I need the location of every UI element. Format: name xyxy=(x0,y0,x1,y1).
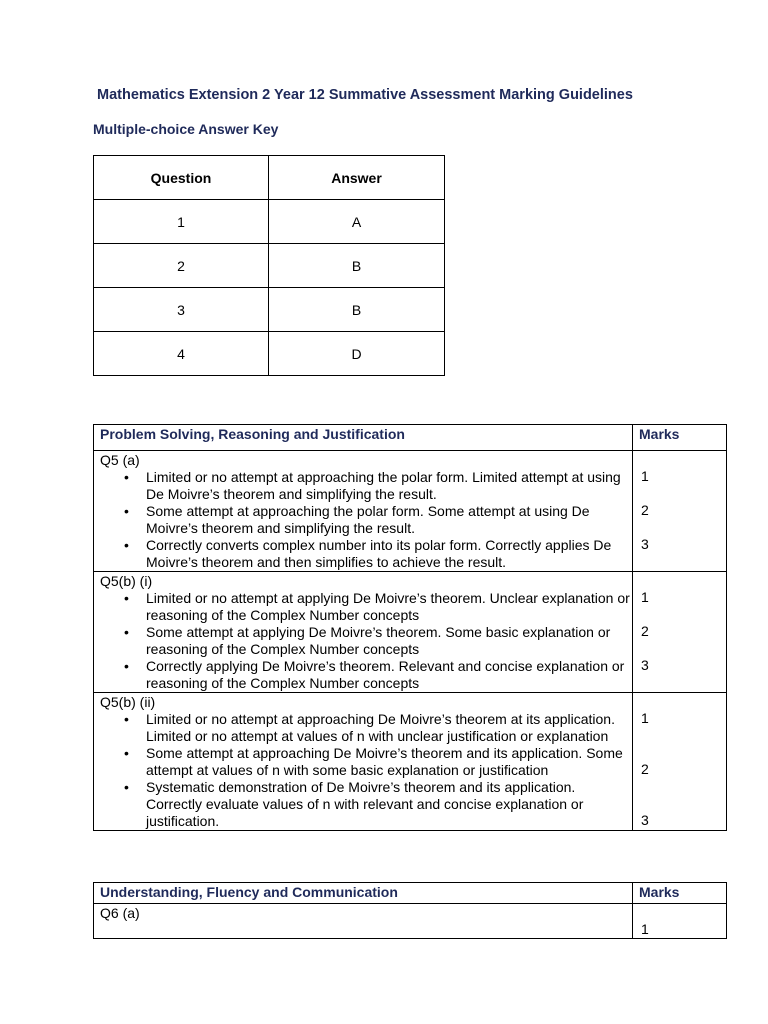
rubric-heading: Problem Solving, Reasoning and Justification xyxy=(94,425,633,451)
criterion-item: • Correctly applying De Moivre’s theorem. Relevant and concise explanation or reasoning of the Complex Number concepts xyxy=(124,658,632,692)
marks-cell xyxy=(633,904,727,939)
question-cell: 1 xyxy=(94,200,269,244)
mark-value: 3 xyxy=(641,657,649,673)
rubric-table-understanding xyxy=(93,882,727,939)
rubric-heading: Understanding, Fluency and Communication xyxy=(94,883,633,904)
question-cell: 2 xyxy=(94,244,269,288)
criterion-item: • Some attempt at applying De Moivre’s theorem. Some basic explanation or reasoning of the Complex Number concepts xyxy=(124,624,632,658)
table-row xyxy=(94,200,445,244)
column-header-question: Question xyxy=(94,156,269,200)
question-label: Q5 (a) xyxy=(100,452,140,468)
answer-cell: B xyxy=(269,288,445,332)
answer-cell: A xyxy=(269,200,445,244)
question-cell: 3 xyxy=(94,288,269,332)
rubric-row xyxy=(94,451,727,572)
answer-key-table xyxy=(93,155,445,376)
criterion-item: • Some attempt at approaching De Moivre’s theorem and its application. Some attempt at values of n with some basic explanation or justification xyxy=(124,745,632,779)
mark-value: 1 xyxy=(641,921,649,937)
rubric-row xyxy=(94,572,727,693)
rubric-table-problem-solving xyxy=(93,424,727,831)
table-row xyxy=(94,288,445,332)
criteria-cell xyxy=(94,904,633,939)
rubric-header-row xyxy=(94,425,727,451)
mark-value: 1 xyxy=(641,468,649,484)
rubric-row xyxy=(94,693,727,831)
criterion-item: • Limited or no attempt at approaching De Moivre’s theorem at its application. Limited or no attempt at values of n with unclear justification or explanation xyxy=(124,711,632,745)
marks-cell xyxy=(633,693,727,831)
marks-heading: Marks xyxy=(633,425,727,451)
criterion-item: • Limited or no attempt at applying De Moivre’s theorem. Unclear explanation or reasoning of the Complex Number concepts xyxy=(124,590,632,624)
mark-value: 2 xyxy=(641,761,649,777)
criterion-item: • Some attempt at approaching the polar form. Some attempt at using De Moivre’s theorem and simplifying the result. xyxy=(124,503,632,537)
mark-value: 3 xyxy=(641,812,649,828)
mark-value: 1 xyxy=(641,589,649,605)
criteria-cell xyxy=(94,693,633,831)
question-label: Q6 (a) xyxy=(100,905,140,921)
question-label: Q5(b) (i) xyxy=(100,573,153,589)
criterion-item: • Correctly converts complex number into its polar form. Correctly applies De Moivre’s theorem and then simplifies to achieve the result. xyxy=(124,537,632,571)
table-row xyxy=(94,332,445,376)
document-title: Mathematics Extension 2 Year 12 Summative Assessment Marking Guidelines xyxy=(97,87,633,103)
marks-cell xyxy=(633,451,727,572)
mark-value: 1 xyxy=(641,710,649,726)
table-header-row xyxy=(94,156,445,200)
column-header-answer: Answer xyxy=(269,156,445,200)
rubric-header-row xyxy=(94,883,727,904)
marks-cell xyxy=(633,572,727,693)
mark-value: 3 xyxy=(641,536,649,552)
criterion-item: • Limited or no attempt at approaching the polar form. Limited attempt at using De Moivre’s theorem and simplifying the result. xyxy=(124,469,632,503)
marks-heading: Marks xyxy=(633,883,727,904)
question-cell: 4 xyxy=(94,332,269,376)
mark-value: 2 xyxy=(641,502,649,518)
section-subtitle: Multiple-choice Answer Key xyxy=(93,121,279,137)
table-row xyxy=(94,244,445,288)
criteria-cell xyxy=(94,572,633,693)
answer-cell: D xyxy=(269,332,445,376)
answer-cell: B xyxy=(269,244,445,288)
question-label: Q5(b) (ii) xyxy=(100,694,156,710)
criterion-item: • Systematic demonstration of De Moivre’s theorem and its application. Correctly evaluate values of n with relevant and concise explanation or justification. xyxy=(124,779,632,830)
rubric-row xyxy=(94,904,727,939)
criteria-cell xyxy=(94,451,633,572)
mark-value: 2 xyxy=(641,623,649,639)
